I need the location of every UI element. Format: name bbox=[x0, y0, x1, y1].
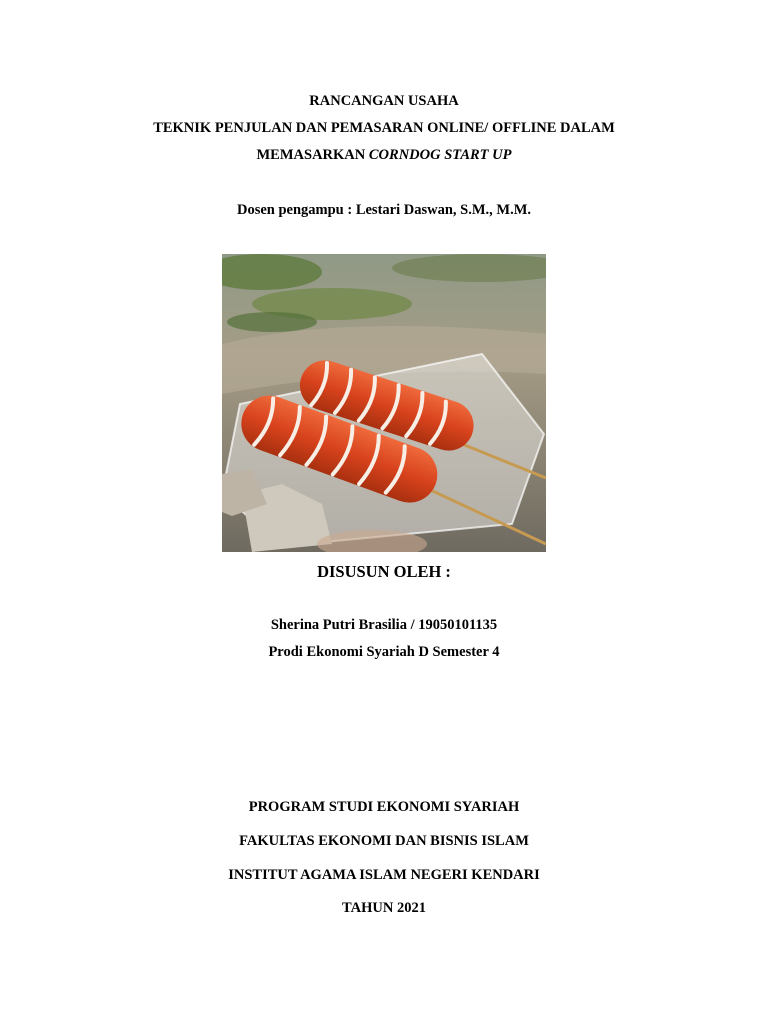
year: TAHUN 2021 bbox=[342, 900, 426, 916]
author-program: Prodi Ekonomi Syariah D Semester 4 bbox=[268, 644, 500, 660]
corndog-photo bbox=[222, 254, 546, 552]
lecturer-line: Dosen pengampu : Lestari Daswan, S.M., M.M. bbox=[236, 202, 532, 218]
study-program: PROGRAM STUDI EKONOMI SYARIAH bbox=[248, 799, 520, 815]
author-heading: DISUSUN OLEH : bbox=[317, 562, 451, 581]
title-line-3 bbox=[0, 147, 768, 164]
university: INSTITUT AGAMA ISLAM NEGERI KENDARI bbox=[228, 867, 540, 883]
title-line-2: TEKNIK PENJULAN DAN PEMASARAN ONLINE/ OFFLINE DALAM bbox=[153, 120, 615, 136]
title-line-3-italic: CORNDOG START UP bbox=[368, 147, 512, 163]
faculty: FAKULTAS EKONOMI DAN BISNIS ISLAM bbox=[239, 833, 529, 849]
author-name-id: Sherina Putri Brasilia / 19050101135 bbox=[270, 617, 498, 633]
title-line-1: RANCANGAN USAHA bbox=[309, 93, 459, 109]
title-line-3-prefix: MEMASARKAN bbox=[256, 147, 369, 163]
